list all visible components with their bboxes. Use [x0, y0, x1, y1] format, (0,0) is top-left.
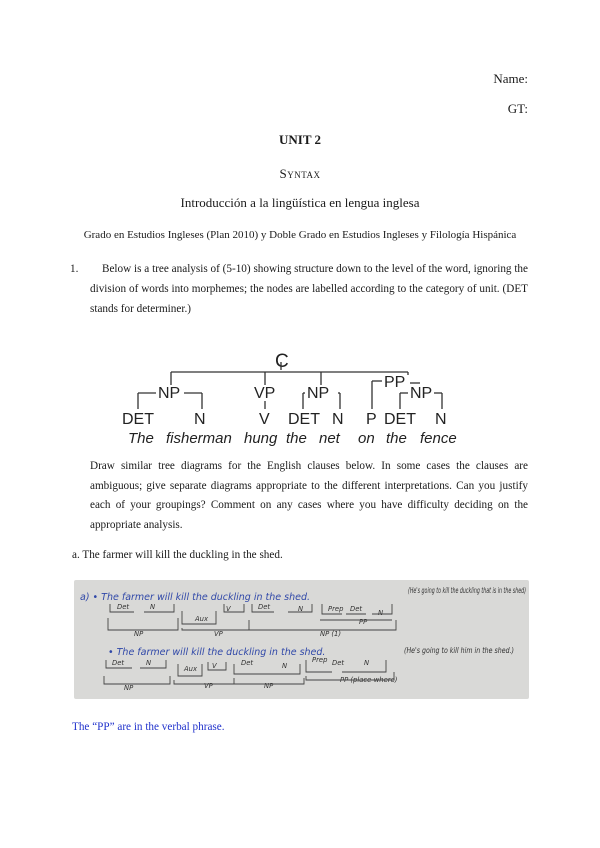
hw2-label-np2: NP: [264, 682, 274, 690]
handwritten-note-1-text: (He's going to kill the duckling that is in the shed): [408, 586, 527, 595]
hw2-label-det2: Det: [241, 659, 254, 667]
hw2-label-np: NP: [124, 684, 134, 692]
hw1-label-prep: Prep: [328, 605, 344, 613]
tree-cat-n3: N: [435, 411, 447, 428]
hw1-label-vp: VP: [214, 630, 223, 638]
handwritten-sentence-2: • The farmer will kill the duckling in the shed.: [108, 647, 326, 658]
tree-word-6: on: [358, 430, 375, 447]
tree-phrase-np1: NP: [158, 385, 181, 402]
tree-word-8: fence: [420, 430, 457, 447]
degree-title: Grado en Estudios Ingleses (Plan 2010) y Doble Grado en Estudios Ingleses y Filología Hispánica: [83, 229, 517, 241]
instructions-text: Draw similar tree diagrams for the English clauses below. In some cases the clauses are ambiguous; give separate diagrams appropriate to the different interpretations. Can you justify each of your groupings? Comment on any cases where you have difficulty deciding on the appropriate analysis.: [90, 460, 528, 531]
hw1-label-det2: Det: [258, 603, 271, 611]
hw2-label-aux: Aux: [184, 665, 197, 673]
question-text: Below is a tree analysis of (5-10) showing structure down to the level of the word, ignoring the division of words into morphemes; the nodes are labelled according to the category of unit. (DET stands for determiner.): [90, 263, 528, 315]
hw2-label-det3: Det: [332, 659, 345, 667]
hw1-label-n: N: [150, 603, 156, 611]
hw1-label-pp: PP: [359, 618, 368, 626]
tree-cat-p: P: [366, 411, 377, 428]
handwritten-photo: [74, 580, 529, 699]
unit-title: UNIT 2: [278, 132, 322, 147]
tree-diagram: [118, 345, 480, 449]
handwritten-labels-1: [117, 603, 383, 638]
tree-phrase-pp: PP: [384, 374, 406, 391]
tree-word-3: hung: [244, 430, 278, 447]
hw1-label-aux: Aux: [195, 615, 208, 623]
tree-cat-det2: DET: [288, 411, 320, 428]
hw1-label-v: V: [226, 605, 231, 613]
hw2-label-n: N: [146, 659, 152, 667]
item-a-text: a. The farmer will kill the duckling in the shed.: [72, 549, 283, 561]
hw2-label-v: V: [212, 662, 217, 670]
tree-root-label: C: [275, 351, 289, 372]
course-title: Introducción a la lingüística en lengua inglesa: [180, 195, 420, 210]
handwritten-note-2: (He's going to kill him in the shed.): [404, 646, 515, 655]
tree-cat-det3: DET: [384, 411, 416, 428]
hw1-label-det: Det: [117, 603, 130, 611]
tree-phrase-vp: VP: [254, 385, 276, 402]
tree-cat-det1: DET: [122, 411, 154, 428]
question-1: [70, 259, 528, 319]
tree-word-5: net: [319, 430, 340, 447]
name-label: Name:: [493, 71, 528, 86]
hw1-label-np1: NP (1): [320, 630, 341, 638]
tree-phrase-np3: NP: [410, 385, 433, 402]
answer-text: The “PP” are in the verbal phrase.: [72, 721, 225, 733]
hw2-label-vp: VP: [204, 682, 213, 690]
tree-word-1: The: [128, 430, 154, 447]
hw2-label-pp: PP (place-where): [340, 676, 398, 684]
hw1-label-n3: N: [378, 609, 384, 617]
hw2-label-prep: Prep: [312, 656, 328, 664]
hw1-label-np: NP: [134, 630, 144, 638]
tree-cat-n1: N: [194, 411, 206, 428]
tree-phrase-np2: NP: [307, 385, 330, 402]
tree-cat-n2: N: [332, 411, 344, 428]
question-number: 1.: [70, 263, 79, 275]
hw2-label-det: Det: [112, 659, 125, 667]
hw2-label-n3: N: [364, 659, 370, 667]
handwritten-analysis: [74, 580, 529, 699]
gt-label: GT:: [507, 101, 528, 116]
hw2-label-n2: N: [282, 662, 288, 670]
tree-word-4: the: [286, 430, 307, 447]
tree-word-2: fisherman: [166, 430, 232, 447]
hw1-label-det3: Det: [350, 605, 363, 613]
tree-word-7: the: [386, 430, 407, 447]
hw1-label-n2: N: [298, 605, 304, 613]
tree-cat-v: V: [259, 411, 270, 428]
subject-title: Syntax: [279, 166, 321, 181]
handwritten-sentence-1: a) • The farmer will kill the duckling in the shed.: [80, 592, 310, 603]
